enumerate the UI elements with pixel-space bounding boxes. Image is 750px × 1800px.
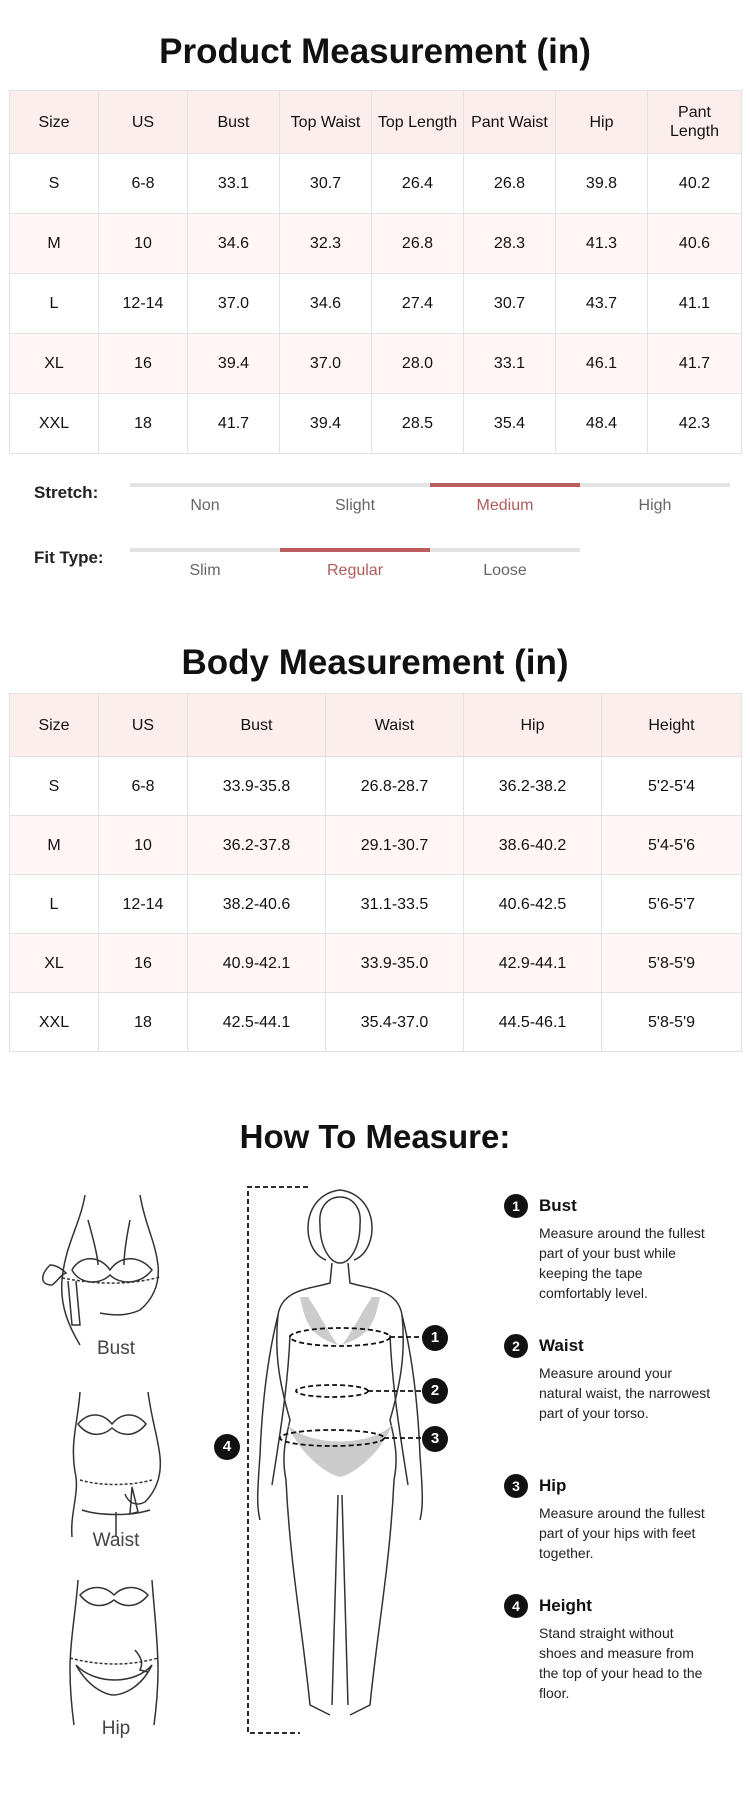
table-cell: XL	[10, 334, 99, 394]
table-cell: 44.5-46.1	[464, 993, 602, 1052]
body-measurement-title: Body Measurement (in)	[181, 643, 569, 682]
table-cell: 6-8	[99, 757, 188, 816]
table-row	[10, 993, 742, 1052]
table-cell: 27.4	[372, 274, 464, 334]
instruction-heading-bust: Bust	[539, 1196, 577, 1215]
instruction-heading-waist: Waist	[539, 1336, 584, 1355]
table-cell: 42.3	[648, 394, 742, 454]
table-cell: 28.3	[464, 214, 556, 274]
instruction-text-hip: Measure around the fullest part of your hips with feet together.	[539, 1505, 705, 1561]
fit-segment	[130, 548, 280, 552]
table-cell: 35.4-37.0	[326, 993, 464, 1052]
table-cell: 38.6-40.2	[464, 816, 602, 875]
column-header: US	[99, 694, 188, 757]
table-cell: 48.4	[556, 394, 648, 454]
table-cell: 12-14	[99, 274, 188, 334]
instruction-number-badge: 1	[504, 1194, 528, 1218]
table-cell: 16	[99, 334, 188, 394]
table-cell: 5'6-5'7	[602, 875, 742, 934]
bust-figure-caption: Bust	[96, 1338, 136, 1359]
marker-3-badge: 3	[422, 1426, 448, 1452]
column-header: US	[99, 91, 188, 154]
table-cell: 31.1-33.5	[326, 875, 464, 934]
stretch-option: Non	[190, 497, 220, 514]
column-header: Bust	[188, 91, 280, 154]
stretch-segment	[580, 483, 730, 487]
table-row	[10, 274, 742, 334]
table-header-row	[10, 694, 742, 757]
fit-segment-selected	[280, 548, 430, 552]
table-row	[10, 816, 742, 875]
marker-2-badge: 2	[422, 1378, 448, 1404]
table-cell: 42.9-44.1	[464, 934, 602, 993]
table-cell: 26.8	[464, 154, 556, 214]
table-cell: 38.2-40.6	[188, 875, 326, 934]
table-row	[10, 334, 742, 394]
table-row	[10, 394, 742, 454]
table-cell: 37.0	[188, 274, 280, 334]
table-cell: 16	[99, 934, 188, 993]
waist-figure-caption: Waist	[92, 1530, 140, 1551]
how-to-measure-title: How To Measure:	[239, 1118, 511, 1155]
table-cell: 10	[99, 214, 188, 274]
product-measurement-title: Product Measurement (in)	[159, 32, 591, 71]
instruction-number-badge: 2	[504, 1334, 528, 1358]
table-row	[10, 875, 742, 934]
column-header: Pant Length	[648, 91, 742, 154]
stretch-option: Slight	[334, 497, 376, 514]
table-cell: 33.1	[464, 334, 556, 394]
instruction-number-badge: 3	[504, 1474, 528, 1498]
table-header-row	[10, 91, 742, 154]
instruction-heading-height: Height	[539, 1596, 592, 1615]
table-cell: 26.4	[372, 154, 464, 214]
table-cell: 41.7	[648, 334, 742, 394]
table-cell: 5'8-5'9	[602, 993, 742, 1052]
table-cell: 40.6	[648, 214, 742, 274]
column-header: Hip	[556, 91, 648, 154]
table-cell: 40.9-42.1	[188, 934, 326, 993]
table-row	[10, 934, 742, 993]
table-cell: 40.2	[648, 154, 742, 214]
waist-figure-illustration	[40, 1382, 190, 1542]
column-header: Pant Waist	[464, 91, 556, 154]
table-cell: S	[10, 757, 99, 816]
table-row	[10, 757, 742, 816]
table-cell: 37.0	[280, 334, 372, 394]
table-cell: 33.9-35.0	[326, 934, 464, 993]
table-cell: 43.7	[556, 274, 648, 334]
table-cell: 5'2-5'4	[602, 757, 742, 816]
fit-segment	[430, 548, 580, 552]
stretch-segment	[130, 483, 280, 487]
table-cell: 41.3	[556, 214, 648, 274]
hip-figure-caption: Hip	[101, 1718, 131, 1739]
full-body-figure-illustration	[240, 1185, 460, 1740]
table-cell: 41.7	[188, 394, 280, 454]
table-cell: M	[10, 214, 99, 274]
table-cell: 33.1	[188, 154, 280, 214]
table-cell: XXL	[10, 993, 99, 1052]
table-cell: 36.2-38.2	[464, 757, 602, 816]
table-cell: 26.8	[372, 214, 464, 274]
table-cell: 46.1	[556, 334, 648, 394]
fit-type-label: Fit Type:	[34, 548, 104, 567]
instruction-text-height: Stand straight without shoes and measure from the top of your head to the floor.	[539, 1625, 703, 1701]
table-cell: L	[10, 875, 99, 934]
column-header: Hip	[464, 694, 602, 757]
bust-figure-illustration	[40, 1185, 190, 1350]
column-header: Height	[602, 694, 742, 757]
table-cell: L	[10, 274, 99, 334]
table-cell: 33.9-35.8	[188, 757, 326, 816]
table-cell: 32.3	[280, 214, 372, 274]
table-cell: 10	[99, 816, 188, 875]
table-cell: 12-14	[99, 875, 188, 934]
table-cell: 34.6	[188, 214, 280, 274]
table-cell: 28.5	[372, 394, 464, 454]
product-measurement-table	[9, 90, 742, 454]
column-header: Waist	[326, 694, 464, 757]
table-cell: 28.0	[372, 334, 464, 394]
hip-figure-illustration	[40, 1570, 190, 1730]
table-cell: 30.7	[280, 154, 372, 214]
table-cell: XL	[10, 934, 99, 993]
table-cell: 42.5-44.1	[188, 993, 326, 1052]
table-cell: 18	[99, 394, 188, 454]
table-cell: 34.6	[280, 274, 372, 334]
table-cell: S	[10, 154, 99, 214]
marker-1-badge: 1	[422, 1325, 448, 1351]
fit-option: Loose	[483, 562, 527, 579]
instruction-text-waist: Measure around your natural waist, the narrowest part of your torso.	[539, 1365, 711, 1421]
column-header: Bust	[188, 694, 326, 757]
table-cell: 39.4	[280, 394, 372, 454]
table-cell: 6-8	[99, 154, 188, 214]
table-cell: 5'8-5'9	[602, 934, 742, 993]
stretch-segment-selected	[430, 483, 580, 487]
table-cell: 39.8	[556, 154, 648, 214]
column-header: Top Waist	[280, 91, 372, 154]
table-cell: M	[10, 816, 99, 875]
column-header: Size	[10, 694, 99, 757]
table-cell: 5'4-5'6	[602, 816, 742, 875]
column-header: Size	[10, 91, 99, 154]
table-row	[10, 154, 742, 214]
table-cell: 41.1	[648, 274, 742, 334]
instruction-heading-hip: Hip	[539, 1476, 567, 1495]
column-header: Top Length	[372, 91, 464, 154]
table-cell: 35.4	[464, 394, 556, 454]
stretch-segment	[280, 483, 430, 487]
marker-4-badge: 4	[214, 1434, 240, 1460]
table-cell: XXL	[10, 394, 99, 454]
table-row	[10, 214, 742, 274]
table-cell: 29.1-30.7	[326, 816, 464, 875]
table-cell: 26.8-28.7	[326, 757, 464, 816]
stretch-option: High	[638, 497, 672, 514]
stretch-option-selected: Medium	[476, 497, 534, 514]
table-cell: 39.4	[188, 334, 280, 394]
table-cell: 36.2-37.8	[188, 816, 326, 875]
table-cell: 40.6-42.5	[464, 875, 602, 934]
table-cell: 18	[99, 993, 188, 1052]
fit-option-selected: Regular	[326, 562, 384, 579]
stretch-label: Stretch:	[34, 483, 99, 502]
table-cell: 30.7	[464, 274, 556, 334]
instruction-text-bust: Measure around the fullest part of your bust while keeping the tape comfortably level.	[539, 1225, 705, 1301]
instruction-number-badge: 4	[504, 1594, 528, 1618]
fit-option: Slim	[189, 562, 221, 579]
body-measurement-table	[9, 693, 742, 1052]
